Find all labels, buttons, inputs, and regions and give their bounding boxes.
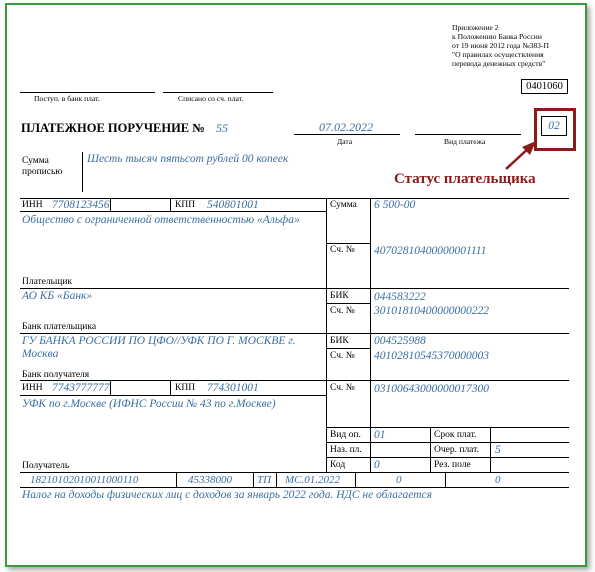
appendix-line: перевода денежных средств" <box>452 59 546 68</box>
doc-number-value: 0 <box>396 474 402 486</box>
amount-label: Сумма <box>330 200 357 210</box>
srok-label: Срок плат. <box>434 430 477 440</box>
naz-label: Наз. пл. <box>330 445 362 455</box>
payer-kpp-label: КПП <box>175 200 196 210</box>
rez-label: Рез. поле <box>434 460 471 470</box>
payee-kpp-label: КПП <box>175 383 196 393</box>
payer-bik-value: 044583222 <box>374 291 426 303</box>
grid-line <box>20 288 569 289</box>
received-label: Поступ. в банк плат. <box>34 94 100 103</box>
basis-value: ТП <box>257 474 272 486</box>
payment-purpose: Налог на доходы физических лиц с доходов за январь 2022 года. НДС не облагается <box>22 489 433 501</box>
appendix-line: "О правилах осуществления <box>452 50 544 59</box>
received-line <box>20 92 155 93</box>
payer-label: Плательщик <box>22 277 73 287</box>
amount-words-label <box>22 156 62 178</box>
amount-words-divider <box>82 152 83 192</box>
document-title: ПЛАТЕЖНОЕ ПОРУЧЕНИЕ № <box>21 121 205 135</box>
grid-line <box>355 472 356 487</box>
grid-line <box>326 198 327 472</box>
grid-line <box>20 380 569 381</box>
grid-line <box>253 472 254 487</box>
payer-bik-label: БИК <box>330 291 349 301</box>
appendix-line: Приложение 2 <box>452 23 499 32</box>
form-code: 0401060 <box>521 79 568 94</box>
grid-line <box>110 380 111 395</box>
payee-bank-name-line: Москва <box>22 348 59 360</box>
appendix-note <box>452 23 549 68</box>
payee-bik-value: 004525988 <box>374 335 426 347</box>
callout-arrow-icon <box>500 135 540 175</box>
grid-line <box>326 442 569 443</box>
payee-label: Получатель <box>22 461 70 471</box>
grid-line <box>326 348 370 349</box>
grid-line <box>170 380 171 395</box>
payer-corr-label: Сч. № <box>330 306 355 316</box>
grid-line <box>276 472 277 487</box>
grid-line <box>110 198 111 211</box>
status-callout-label: Статус плательщика <box>394 171 536 187</box>
grid-line <box>445 472 446 487</box>
date-label: Дата <box>337 137 353 146</box>
payee-bank-acc-value: 40102810545370000003 <box>374 350 489 362</box>
kbk-value: 18210102010011000110 <box>30 474 139 486</box>
grid-line <box>370 198 371 472</box>
grid-line <box>20 487 569 488</box>
payment-type-label: Вид платежа <box>444 137 486 146</box>
appendix-line: от 19 июня 2012 года №383-П <box>452 41 549 50</box>
payee-account-value: 03100643000000017300 <box>374 383 489 395</box>
ocher-label: Очер. плат. <box>434 445 479 455</box>
debited-label: Списано со сч. плат. <box>178 94 244 103</box>
amount-words-label-line: Сумма <box>22 156 49 166</box>
order-date: 07.02.2022 <box>319 120 373 134</box>
oktmo-value: 45338000 <box>188 474 232 486</box>
grid-line <box>170 198 171 211</box>
payee-account-label: Сч. № <box>330 383 355 393</box>
vid-op-value: 01 <box>374 429 386 441</box>
payee-inn-value: 7743777777 <box>52 382 110 394</box>
payer-status-value: 02 <box>541 116 567 136</box>
kod-label: Код <box>330 460 346 470</box>
payer-inn-value: 7708123456 <box>52 199 110 211</box>
grid-line <box>326 303 370 304</box>
payer-inn-label: ИНН <box>22 200 43 210</box>
ocher-value: 5 <box>495 444 501 456</box>
debited-line <box>163 92 273 93</box>
period-value: МС.01.2022 <box>285 474 340 486</box>
grid-line <box>176 472 177 487</box>
payer-name: Общество с ограниченной ответственностью «Альфа» <box>22 214 300 226</box>
amount-words-value: Шесть тысяч пятьсот рублей 00 копеек <box>87 153 289 165</box>
order-number: 55 <box>216 121 228 135</box>
payer-kpp-value: 540801001 <box>207 199 259 211</box>
payee-bank-name-line: ГУ БАНКА РОССИИ ПО ЦФО//УФК ПО Г. МОСКВЕ г. <box>22 335 296 347</box>
date-line <box>294 134 400 135</box>
payee-kpp-value: 774301001 <box>207 382 259 394</box>
grid-line <box>20 395 326 396</box>
payee-inn-label: ИНН <box>22 383 43 393</box>
payer-account-value: 40702810400000001111 <box>374 245 487 257</box>
grid-line <box>20 472 569 473</box>
payee-bank-acc-label: Сч. № <box>330 351 355 361</box>
grid-line <box>430 427 431 472</box>
amount-words-label-line: прописью <box>22 167 63 177</box>
kod-value: 0 <box>374 459 380 471</box>
grid-line <box>326 457 569 458</box>
payee-name: УФК по г.Москве (ИФНС России № 43 по г.Москве) <box>22 398 276 410</box>
doc-date-value: 0 <box>495 474 501 486</box>
grid-line <box>326 427 569 428</box>
payer-corr-value: 30101810400000000222 <box>374 305 489 317</box>
payer-bank-name: АО КБ «Банк» <box>22 290 93 302</box>
grid-line <box>326 243 370 244</box>
amount-value: 6 500-00 <box>374 199 416 211</box>
payee-bik-label: БИК <box>330 336 349 346</box>
grid-line <box>20 211 326 212</box>
grid-line <box>20 333 569 334</box>
payer-account-label: Сч. № <box>330 245 355 255</box>
payee-bank-label: Банк получателя <box>22 370 90 380</box>
grid-line <box>490 427 491 472</box>
payer-bank-label: Банк плательщика <box>22 322 97 332</box>
appendix-line: к Положению Банка России <box>452 32 542 41</box>
vid-op-label: Вид оп. <box>330 430 361 440</box>
